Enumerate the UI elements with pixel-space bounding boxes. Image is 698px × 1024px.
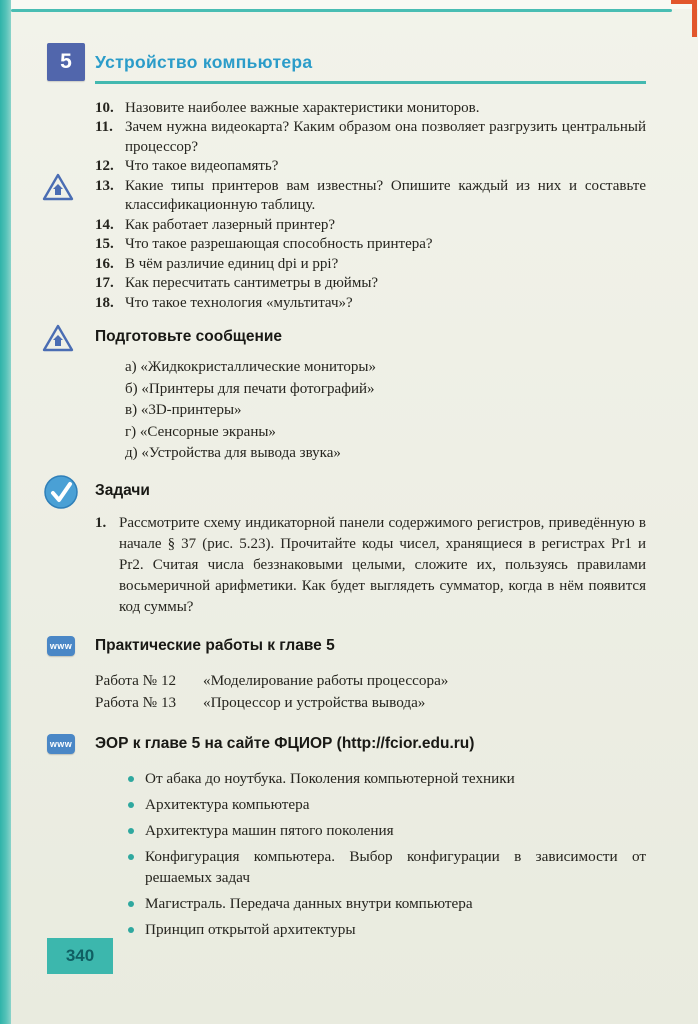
- bullet-icon: [128, 802, 134, 808]
- practice-work-row: [95, 670, 646, 692]
- book-top-margin: [11, 0, 698, 9]
- tasks-section-title: Задачи: [95, 481, 150, 499]
- bullet-icon: [128, 927, 134, 933]
- work-name: «Моделирование работы процессора»: [203, 671, 449, 689]
- task-item: [95, 513, 646, 618]
- question-number: 11.: [95, 119, 113, 135]
- question-text: Зачем нужна видеокарта? Каким образом она позволяет разгрузить центральный процессор?: [125, 119, 646, 155]
- question-text: В чём различие единиц dpi и ppi?: [125, 255, 339, 272]
- question-item: [95, 99, 646, 119]
- report-item: а) «Жидкокристаллические мониторы»: [125, 359, 376, 375]
- eor-item-text: Принцип открытой архитектуры: [145, 920, 356, 938]
- question-item: [95, 157, 646, 177]
- page-number-box: 340: [47, 938, 113, 974]
- task-text: Рассмотрите схему индикаторной панели содержимого регистров, приведённую в начале § 37 (рис. 5.23). Прочитайте коды чисел, хранящиеся в регистрах Pr1 и Pr2. Считая числа беззнаковыми целыми, сложите их, пользуясь правилами восьмеричной арифметики. Как будет выглядеть сумматор, когда в нём появится код суммы?: [119, 514, 646, 615]
- www-icon: www: [47, 636, 75, 656]
- eor-section: [49, 734, 646, 940]
- report-item: б) «Принтеры для печати фотографий»: [125, 380, 375, 397]
- eor-item: [128, 768, 646, 789]
- eor-item-text: Магистраль. Передача данных внутри компьютера: [145, 894, 473, 912]
- bullet-icon: [128, 854, 134, 860]
- report-item: в) «3D-принтеры»: [125, 402, 242, 418]
- triangle-marker-icon: [42, 173, 74, 201]
- chapter-title: Устройство компьютера: [95, 52, 313, 72]
- eor-item: [128, 846, 646, 888]
- question-item: [95, 255, 646, 275]
- question-number: 14.: [95, 216, 114, 233]
- chapter-number-box: 5: [47, 43, 85, 81]
- book-top-edge: [11, 9, 672, 12]
- eor-item: [128, 893, 646, 914]
- question-text: Что такое видеопамять?: [125, 158, 279, 174]
- orange-accent-vertical: [692, 3, 697, 37]
- page-content: [49, 44, 646, 945]
- questions-list: [95, 99, 646, 314]
- practice-work-row: [95, 692, 646, 714]
- question-item: [95, 235, 646, 255]
- report-section-title: Подготовьте сообщение: [95, 328, 282, 345]
- question-text: Какие типы принтеров вам известны? Опишите каждый из них и составьте классификационную таблицу.: [125, 177, 646, 213]
- orange-accent-horizontal: [671, 0, 697, 4]
- bullet-icon: [128, 776, 134, 782]
- chapter-header: [60, 44, 646, 84]
- triangle-marker-icon: [42, 324, 74, 352]
- question-item: [95, 177, 646, 216]
- question-item: [95, 118, 646, 157]
- practice-section: [49, 636, 646, 714]
- header-rule: [95, 81, 646, 84]
- practice-works: [95, 670, 646, 714]
- eor-item-text: Архитектура машин пятого поколения: [145, 821, 394, 839]
- tasks-section: [95, 482, 646, 618]
- bullet-icon: [128, 901, 134, 907]
- report-items: [95, 357, 646, 465]
- question-number: 16.: [95, 255, 114, 272]
- eor-section-title: ЭОР к главе 5 на сайте ФЦИОР (http://fcior.edu.ru): [95, 734, 475, 752]
- eor-item: [128, 794, 646, 815]
- question-number: 17.: [95, 275, 114, 291]
- question-number: 15.: [95, 236, 114, 252]
- question-number: 10.: [95, 99, 114, 116]
- tasks-check-icon: [44, 475, 78, 509]
- question-number: 18.: [95, 294, 114, 311]
- question-text: Как работает лазерный принтер?: [125, 216, 336, 233]
- work-label: Работа № 12: [95, 671, 177, 689]
- question-item: [95, 274, 646, 294]
- www-icon: www: [47, 734, 75, 754]
- eor-item-text: Архитектура компьютера: [145, 795, 310, 813]
- question-text: Что такое технология «мультитач»?: [125, 294, 353, 311]
- report-section: [95, 328, 646, 465]
- eor-items: [95, 768, 646, 940]
- eor-item-text: Конфигурация компьютера. Выбор конфигурации в зависимости от решаемых задач: [145, 847, 646, 886]
- task-number: 1.: [95, 514, 107, 531]
- book-left-edge: [0, 0, 11, 1024]
- eor-item: [128, 919, 646, 940]
- question-item: [95, 216, 646, 236]
- report-item: д) «Устройства для вывода звука»: [125, 445, 341, 461]
- question-text: Как пересчитать сантиметры в дюймы?: [125, 275, 379, 291]
- work-name: «Процессор и устройства вывода»: [203, 693, 426, 711]
- work-label: Работа № 13: [95, 693, 177, 711]
- eor-item-text: От абака до ноутбука. Поколения компьютерной техники: [145, 769, 515, 787]
- task-list: [95, 513, 646, 618]
- question-item: [95, 294, 646, 314]
- practice-section-title: Практические работы к главе 5: [95, 636, 335, 654]
- question-number: 12.: [95, 158, 114, 174]
- question-text: Что такое разрешающая способность принтера?: [125, 236, 433, 252]
- report-item: г) «Сенсорные экраны»: [125, 423, 276, 440]
- bullet-icon: [128, 828, 134, 834]
- eor-item: [128, 820, 646, 841]
- question-text: Назовите наиболее важные характеристики мониторов.: [125, 99, 480, 116]
- question-number: 13.: [95, 177, 114, 194]
